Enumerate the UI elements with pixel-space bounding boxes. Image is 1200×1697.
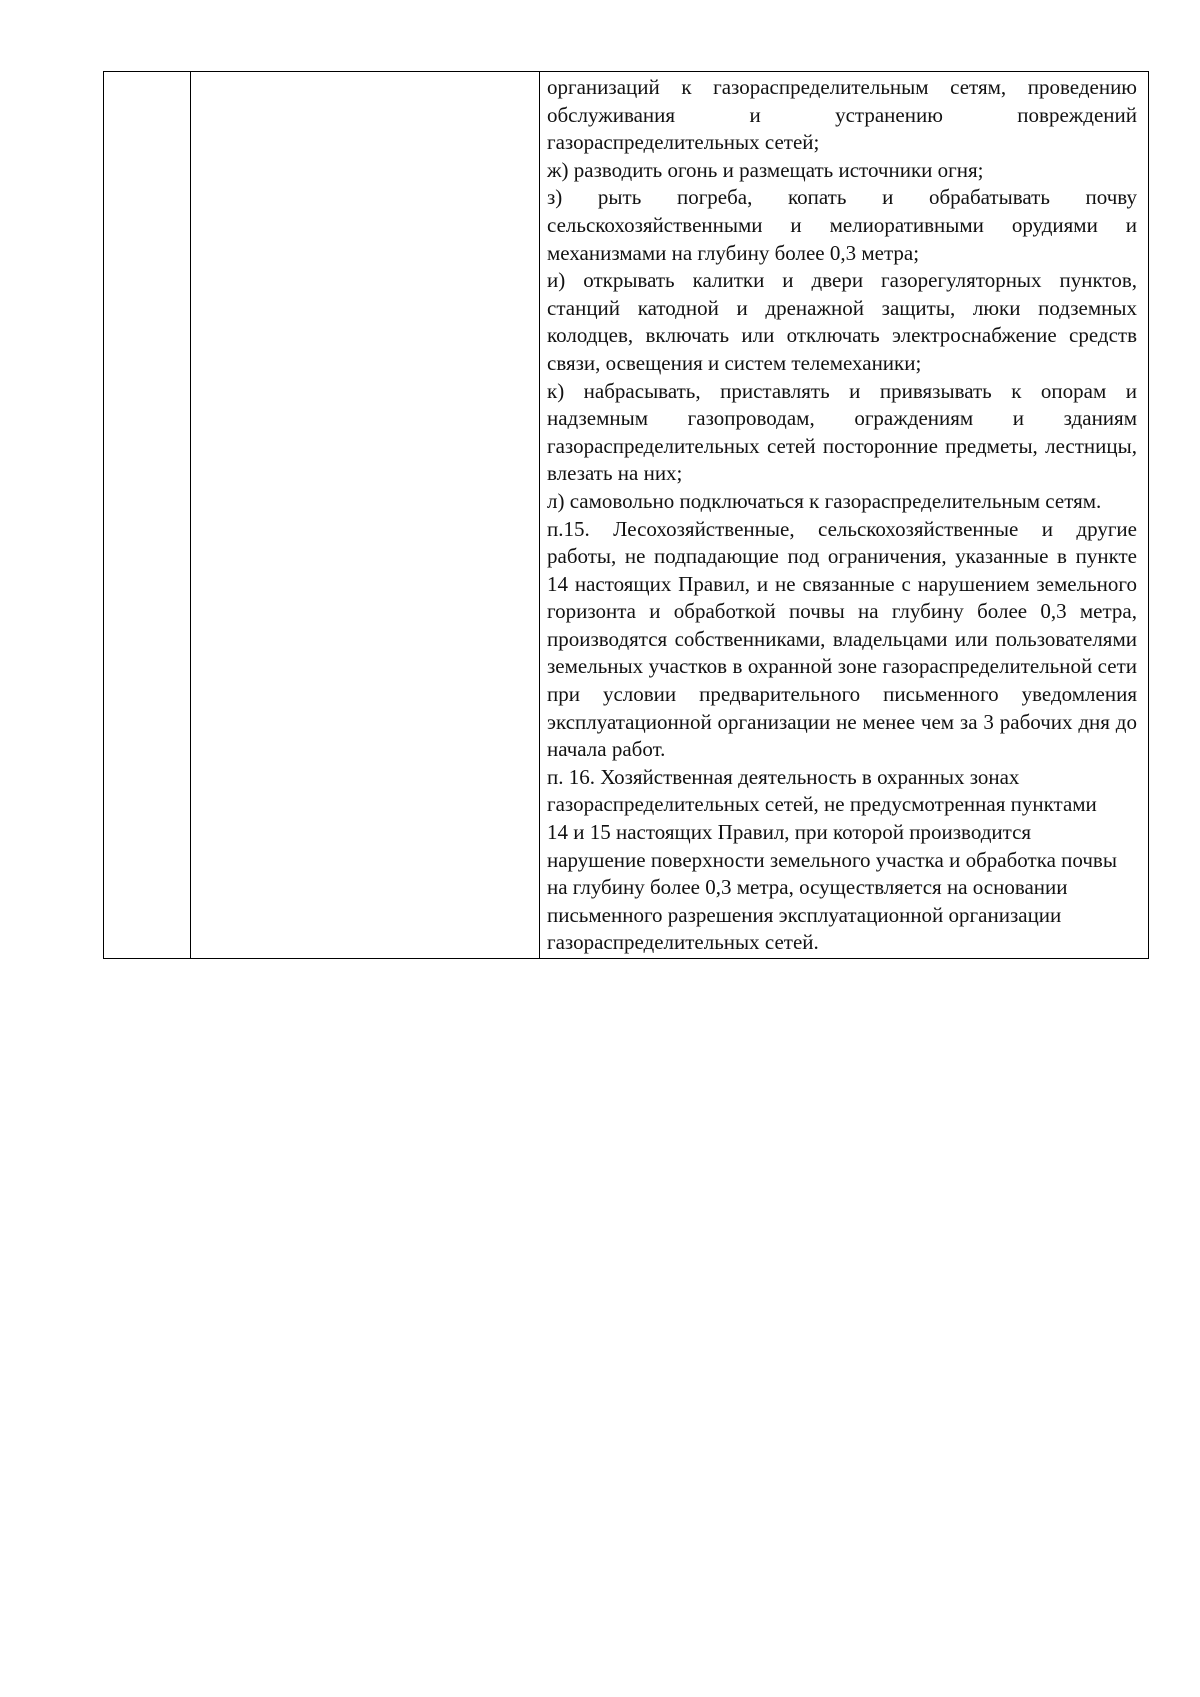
- paragraph-organizations: организаций к газораспределительным сетям, проведению обслуживания и устранению повреждений газораспределительных сетей;: [547, 75, 1137, 155]
- paragraph-zh-fire: ж) разводить огонь и размещать источники огня;: [547, 157, 984, 182]
- paragraph-k-objects: к) набрасывать, приставлять и привязывать к опорам и надземным газопроводам, ограждениям и зданиям газораспределительных сетей посторонние предметы, лестницы, влезать на них;: [547, 378, 1137, 486]
- paragraph-clause-16: п. 16. Хозяйственная деятельность в охранных зонах газораспределительных сетей, не предусмотренная пунктами 14 и 15 настоящих Правил, при которой производится нарушение поверхности земельного участка и обработка почвы на глубину более 0,3 метра, осуществляется на основании письменного разрешения эксплуатационной организации газораспределительных сетей.: [547, 764, 1117, 955]
- requirements-cell: [540, 72, 1149, 959]
- paragraph-z-digging: з) рыть погреба, копать и обрабатывать почву сельскохозяйственными и мелиоративными орудиями и механизмами на глубину более 0,3 метра;: [547, 185, 1137, 265]
- requirements-text: [540, 72, 1148, 958]
- object-cell: [191, 72, 540, 959]
- paragraph-clause-15: п.15. Лесохозяйственные, сельскохозяйственные и другие работы, не подпадающие под ограничения, указанные в пункте 14 настоящих Правил, и не связанные с нарушением земельного горизонта и обработкой почвы на глубину более 0,3 метра, производятся собственниками, владельцами или пользователями земельных участков в охранной зоне газораспределительной сети при условии предварительного письменного уведомления эксплуатационной организации не менее чем за 3 рабочих дня до начала работ.: [547, 516, 1137, 762]
- paragraph-l-connection: л) самовольно подключаться к газораспределительным сетям.: [547, 488, 1102, 513]
- document-table: [103, 71, 1149, 959]
- number-cell: [104, 72, 191, 959]
- table-row: [104, 72, 1149, 959]
- paragraph-i-doors: и) открывать калитки и двери газорегуляторных пунктов, станций катодной и дренажной защиты, люки подземных колодцев, включать или отключать электроснабжение средств связи, освещения и систем телемеханики;: [547, 268, 1137, 375]
